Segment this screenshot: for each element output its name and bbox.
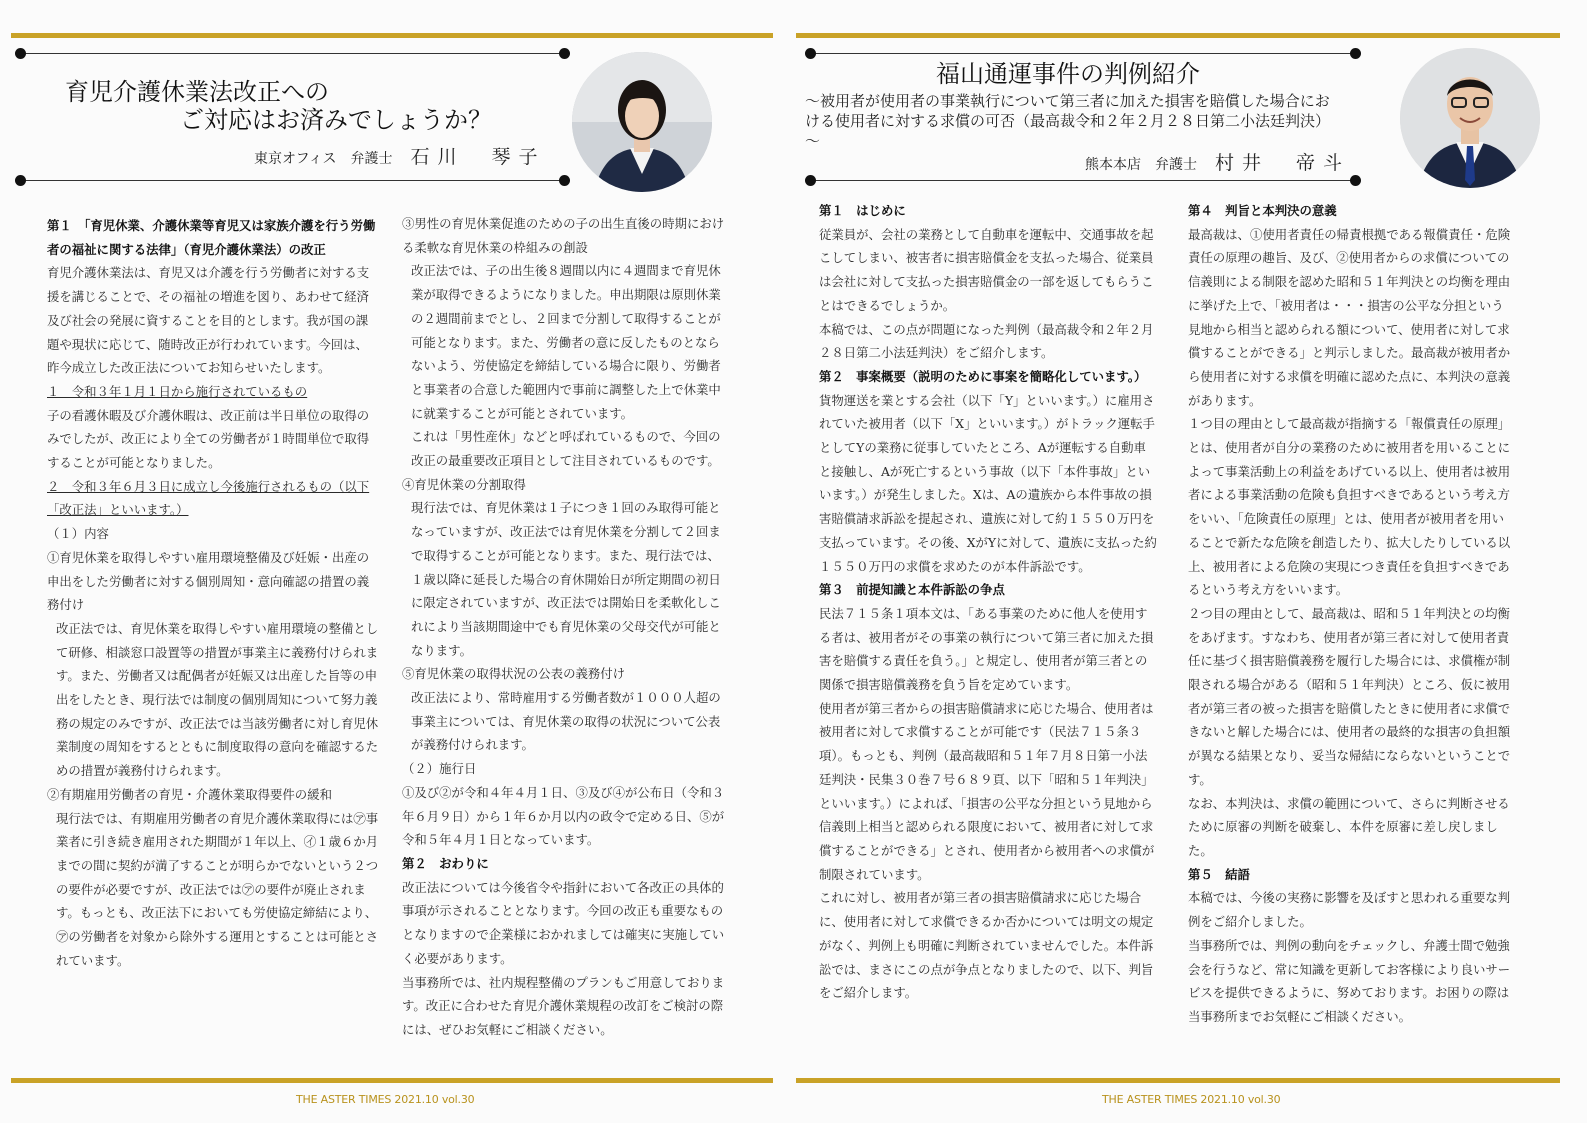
paragraph: ①育児休業を取得しやすい雇用環境整備及び妊娠・出産の申出をした労働者に対する個別周知・意向確認の措置の義務付け <box>47 549 370 613</box>
author-office: 熊本本店 弁護士 <box>1085 157 1197 173</box>
paragraph: 民法７１５条１項本文は、「ある事業のために他人を使用する者は、被用者がその事業の執行について第三者に加えた損害を賠償する責任を負う。」と規定し、使用者が第三者との関係で損害賠償義務を負う旨を定めています。 <box>819 605 1154 693</box>
section-heading: 第２ 事案概要（説明のために事案を簡略化しています。） <box>819 368 1147 384</box>
article-title-line2: ご対応はお済みでしょうか？ <box>180 106 492 134</box>
author-photo <box>572 52 712 192</box>
header-rule-bottom <box>20 180 565 181</box>
paragraph: 使用者が第三者からの損害賠償請求に応じた場合、使用者は被用者に対して求償することが可能です（民法７１５条３項）。もっとも、判例（最高裁昭和５１年７月８日第一小法廷判決・民集３０巻７号６８９頁、以下「昭和５１年判決」といいます。）によれば、「損害の公平な分担という見地から信義則上相当と認められる限度において、被用者に対して求償することができる」とされ、使用者から被用者への求償が制限されています。 <box>819 700 1155 882</box>
rule-dot <box>805 175 816 186</box>
footer-text: THE ASTER TIMES 2021.10 vol.30 <box>296 1093 475 1106</box>
rule-dot <box>559 175 570 186</box>
bottom-gold-bar <box>11 1078 773 1083</box>
right-page <box>794 0 1587 1123</box>
author-byline <box>254 142 545 169</box>
left-column-2 <box>402 212 730 1042</box>
header-rule-bottom <box>810 180 1356 181</box>
paragraph: これは「男性産休」などと呼ばれているもので、今回の改正の最重要改正項目として注目されているものです。 <box>411 429 721 469</box>
paragraph: ②有期雇用労働者の育児・介護休業取得要件の緩和 <box>47 786 332 802</box>
author-name: 村井 帝斗 <box>1215 152 1351 174</box>
paragraph: 現行法では、育児休業は１子につき１回のみ取得可能となっていますが、改正法では育児休業を分割して２回まで取得することが可能となります。また、現行法では、１歳以降に延長した場合の育休開始日が所定期間の初日に限定されていますが、改正法では開始日を柔軟化しこれにより当該期間途中でも育児休業の父母交代が可能となります。 <box>411 500 721 658</box>
paragraph: （１）内容 <box>47 526 109 542</box>
paragraph: 育児介護休業法は、育児又は介護を行う労働者に対する支援を講じることで、その福祉の増進を図り、あわせて経済及び社会の発展に資することを目的とします。我が国の課題や現状に応じて、随時改正が行われています。今回は、昨今成立した改正法についてお知らせいたします。 <box>47 265 370 376</box>
paragraph: 当事務所では、社内規程整備のプランもご用意しております。改正に合わせた育児介護休業規程の改訂をご検討の際には、ぜひお気軽にご相談ください。 <box>402 974 725 1037</box>
author-byline <box>1085 148 1350 175</box>
paragraph: 第１ 「育児休業、介護休業等育児又は家族介護を行う労働者の福祉に関する法律」（育児介護休業法）の改正 <box>47 218 376 257</box>
paragraph: 最高裁は、①使用者責任の帰責根拠である報償責任・危険責任の原理の趣旨、及び、②使用者からの求償についての信義則による制限を認めた昭和５１年判決との均衡を理由に挙げた上で、「被用者は・・・損害の公平な分担という見地から相当と認められる額について、使用者に対して求償することができる」と判示しました。最高裁が被用者から使用者に対する求償を明確に認めた点に、本判決の意義があります。 <box>1188 226 1511 408</box>
rule-dot <box>1350 48 1361 59</box>
author-name: 石川 琴子 <box>410 146 546 168</box>
article-subtitle: ～被用者が使用者の事業執行について第三者に加えた損害を賠償した場合における使用者に対する求償の可否（最高裁令和２年２月２８日第二小法廷判決）～ <box>805 92 1331 150</box>
rule-dot <box>15 175 26 186</box>
section-heading: １ 令和３年１月１日から施行されているもの <box>47 383 308 399</box>
paragraph: 貨物運送を業とする会社（以下「Y」といいます。）に雇用されていた被用者（以下「X」といいます。）がトラック運転手としてYの業務に従事していたところ、Aが運転する自動車と接触し、Aが死亡するという事故（以下「本件事故」といいます。）が発生しました。Xは、Aの遺族から本件事故の損害賠償請求訴訟を提起され、遺族に対して約１５５０万円を支払っています。その後、XがYに対して、遺族に支払った約１５５０万円の求償を求めたのが本件訴訟です。 <box>819 392 1157 574</box>
left-column-1 <box>47 214 379 973</box>
top-gold-bar <box>11 33 773 38</box>
author-office: 東京オフィス 弁護士 <box>254 151 393 167</box>
paragraph: 本稿では、今後の実務に影響を及ぼすと思われる重要な判例をご紹介しました。 <box>1188 890 1511 930</box>
rule-dot <box>15 48 26 59</box>
paragraph: なお、本判決は、求償の範囲について、さらに判断させるために原審の判断を破棄し、本件を原審に差し戻しました。 <box>1188 795 1510 858</box>
article-title-line1: 育児介護休業法改正への <box>65 78 329 106</box>
paragraph: ①及び②が令和４年４月１日、③及び④が公布日（令和３年６月９日）から１年６か月以内の政令で定める日、⑤が令和５年４月１日となっています。 <box>402 784 725 848</box>
paragraph: （２）施行日 <box>402 761 477 777</box>
paragraph: ⑤育児休業の取得状況の公表の義務付け <box>402 666 626 682</box>
section-heading: 第１ はじめに <box>819 203 906 218</box>
rule-dot <box>1350 175 1361 186</box>
paragraph: ③男性の育児休業促進のための子の出生直後の時期における柔軟な育児休業の枠組みの創設 <box>402 216 725 255</box>
section-heading: 第３ 前提知識と本件訴訟の争点 <box>819 582 1005 598</box>
paragraph: 改正法については今後省令や指針において各改正の具体的事項が示されることとなります。今回の改正も重要なものとなりますので企業様におかれましては確実に実施していく必要があります。 <box>402 879 725 966</box>
author-photo <box>1400 48 1540 188</box>
right-column-2 <box>1188 199 1516 1029</box>
paragraph: ２つ目の理由として、最高裁は、昭和５１年判決との均衡をあげます。すなわち、使用者が第三者に対して使用者責任に基づく損害賠償義務を履行した場合には、求償権が制限される場合がある（昭和５１年判決）ところ、仮に被用者が第三者の被った損害を賠償したときに使用者に求償できないと解した場合には、使用者の最終的な損害の負担額が異なる結果となり、妥当な帰結にならないということです。 <box>1188 605 1511 787</box>
section-heading: 第２ おわりに <box>402 855 489 871</box>
paragraph: 子の看護休暇及び介護休暇は、改正前は半日単位の取得のみでしたが、改正により全ての労働者が１時間単位で取得することが可能となりました。 <box>47 407 370 471</box>
section-heading: ２ 令和３年６月３日に成立し今後施行されるもの（以下「改正法」といいます。） <box>47 478 370 518</box>
paragraph: 現行法では、有期雇用労働者の育児介護休業取得には㋐事業者に引き続き雇用された期間が１年以上、㋑１歳６か月までの間に契約が満了することが明らかでないという２つの要件が必要ですが、改正法では㋐の要件が廃止されます。もっとも、改正法下においても労使協定締結により、㋐の労働者を対象から除外する運用とすることは可能とされています。 <box>56 810 379 968</box>
paragraph: 改正法では、育児休業を取得しやすい雇用環境の整備として研修、相談窓口設置等の措置が事業主に義務付けられます。また、労働者又は配偶者が妊娠又は出産した旨等の申出をしたとき、現行法では制度の個別周知について努力義務の規定のみですが、改正法では当該労働者に対し育児休業制度の周知をするとともに制度取得の意向を確認するための措置が義務付けられます。 <box>56 620 379 779</box>
rule-dot <box>805 48 816 59</box>
paragraph: 改正法では、子の出生後８週間以内に４週間まで育児休業が取得できるようになりました。申出期限は原則休業の２週間前までとし、２回まで分割して取得することが可能となります。また、労働者の意に反したものとならないよう、労使協定を締結している場合に限り、労働者と事業者の合意した範囲内で事前に調整した上で休業中に就業することが可能とされています。 <box>411 263 721 421</box>
paragraph: 改正法により、常時雇用する労働者数が１０００人超の事業主については、育児休業の取得の状況について公表が義務付けられます。 <box>411 690 721 753</box>
paragraph: 当事務所では、判例の動向をチェックし、弁護士間で勉強会を行うなど、常に知識を更新してお客様により良いサービスを提供できるように、努めております。お困りの際は当事務所までお気軽にご相談ください。 <box>1188 937 1511 1024</box>
article-title: 福山通運事件の判例紹介 <box>936 60 1200 88</box>
section-heading: 第５ 結語 <box>1188 866 1250 882</box>
section-heading: 第４ 判旨と本判決の意義 <box>1188 203 1337 218</box>
paragraph: 本稿では、この点が問題になった判例（最高裁令和２年２月２８日第二小法廷判決）をご紹介します。 <box>819 321 1154 361</box>
right-column-1 <box>819 199 1157 1005</box>
paragraph: １つ目の理由として最高裁が指摘する「報償責任の原理」とは、使用者が自分の業務のために被用者を用いることによって事業活動上の利益をあげている以上、使用者は被用者による事業活動の危険も負担すべきであるという考え方をいい、「危険責任の原理」とは、使用者が被用者を用いることで新たな危険を創造したり、拡大したりしている以上、被用者による危険の実現につき責任を負担すべきであるという考え方をいいます。 <box>1188 416 1511 598</box>
paragraph: ④育児休業の分割取得 <box>402 476 526 492</box>
top-gold-bar <box>796 33 1560 38</box>
paragraph: これに対し、被用者が第三者の損害賠償請求に応じた場合に、使用者に対して求償できるか否かについては明文の規定がなく、判例上も明確に判断されていませんでした。本件訴訟では、まさにこの点が争点となりましたので、以下、判旨をご紹介します。 <box>819 890 1154 1001</box>
paragraph: 従業員が、会社の業務として自動車を運転中、交通事故を起こしてしまい、被害者に損害賠償金を支払った場合、従業員は会社に対して支払った損害賠償金の一部を返してもらうことはできるでしょうか。 <box>819 226 1154 313</box>
rule-dot <box>559 48 570 59</box>
bottom-gold-bar <box>796 1078 1560 1083</box>
header-rule-top <box>810 53 1356 54</box>
header-rule-top <box>20 53 565 54</box>
left-page <box>0 0 793 1123</box>
footer-text: THE ASTER TIMES 2021.10 vol.30 <box>1102 1093 1281 1106</box>
